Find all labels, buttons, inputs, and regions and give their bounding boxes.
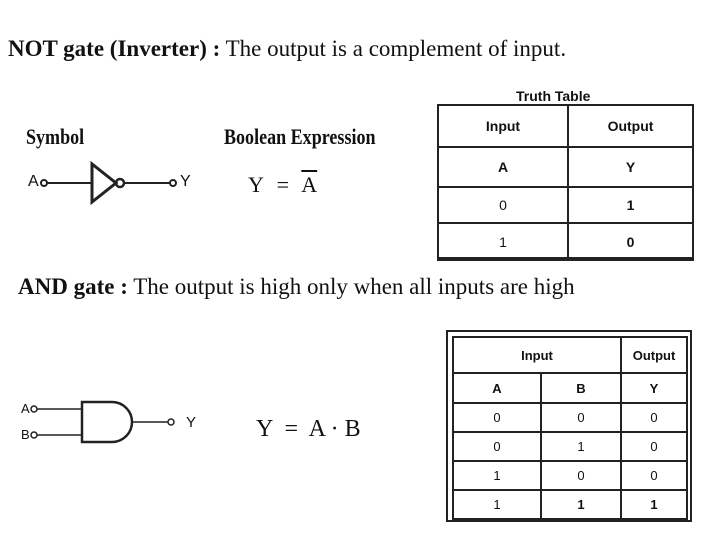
not-input-label: A (28, 173, 39, 190)
table-cell: 0 (541, 461, 621, 490)
not-truth-table (437, 104, 694, 261)
table-row (438, 223, 693, 260)
and-truth-table-frame (446, 330, 692, 522)
not-gate-symbol (40, 160, 180, 210)
and-gate-title: AND gate : (18, 274, 128, 299)
table-cell: 1 (541, 490, 621, 519)
not-header-output: Output (568, 105, 693, 147)
not-expression-lhs: Y (248, 172, 264, 197)
table-row (438, 187, 693, 223)
not-var-a: A (438, 147, 568, 187)
table-cell: 1 (541, 432, 621, 461)
and-gate-description: The output is high only when all inputs are high (127, 274, 575, 299)
table-cell: 1 (438, 223, 568, 260)
and-gate-symbol (30, 398, 185, 448)
table-cell: 0 (621, 432, 687, 461)
and-input-b-label: B (21, 427, 30, 442)
not-gate-description: The output is a complement of input. (220, 36, 567, 61)
boolean-expression-label: Boolean Expression (224, 124, 376, 149)
and-var-y: Y (621, 373, 687, 403)
truth-table-title: Truth Table (516, 88, 591, 104)
table-row (453, 490, 687, 519)
table-cell: 0 (438, 187, 568, 223)
not-truth-table-frame (437, 104, 694, 259)
and-header-output: Output (621, 337, 687, 373)
and-var-b: B (541, 373, 621, 403)
table-cell: 0 (621, 461, 687, 490)
table-cell: 0 (568, 223, 693, 260)
table-cell: 0 (541, 403, 621, 432)
symbol-label: Symbol (26, 124, 85, 149)
not-gate-heading (8, 36, 566, 62)
table-row (453, 461, 687, 490)
table-cell: 0 (453, 432, 541, 461)
table-cell: 1 (453, 461, 541, 490)
table-cell: 1 (453, 490, 541, 519)
table-cell: 0 (453, 403, 541, 432)
table-cell: 0 (621, 403, 687, 432)
and-header-input: Input (453, 337, 621, 373)
table-row (453, 403, 687, 432)
table-cell: 1 (621, 490, 687, 519)
table-row (453, 432, 687, 461)
and-gate-heading (18, 274, 575, 300)
and-var-a: A (453, 373, 541, 403)
not-expression (248, 172, 317, 198)
table-cell: 1 (568, 187, 693, 223)
not-expression-eq: = (276, 172, 289, 197)
and-input-a-label: A (21, 401, 30, 416)
and-output-label: Y (186, 414, 197, 431)
not-expression-rhs: $\overline{A}$ (301, 172, 318, 197)
not-header-input: Input (438, 105, 568, 147)
and-expression: Y = A · B (256, 416, 361, 442)
not-var-y: Y (568, 147, 693, 187)
not-gate-title: NOT gate (Inverter) : (8, 36, 221, 61)
and-truth-table (452, 336, 688, 520)
not-output-label: Y (180, 173, 191, 190)
